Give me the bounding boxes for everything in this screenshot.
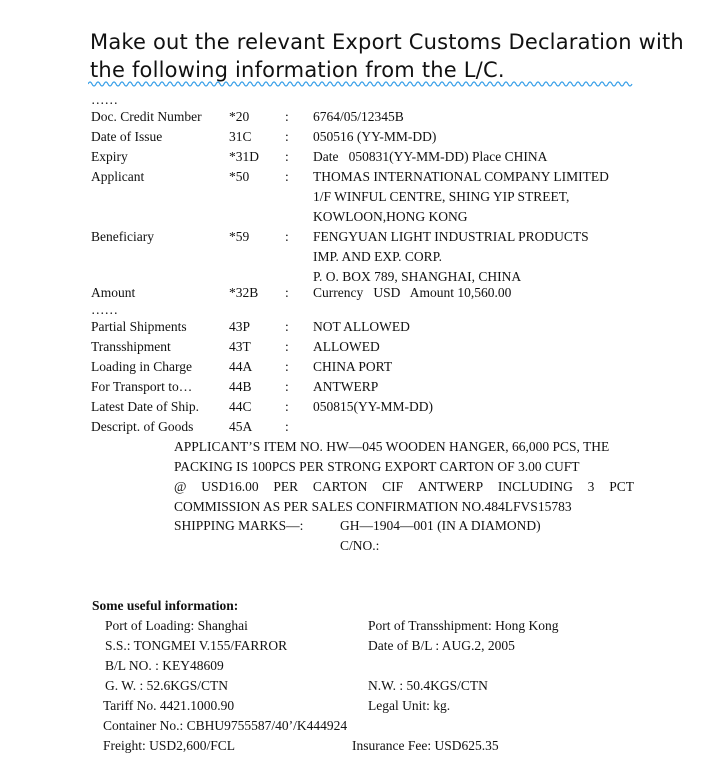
loading-colon: :: [285, 359, 289, 374]
transship-colon: :: [285, 339, 289, 354]
goods-word: PER: [273, 479, 299, 494]
freight: Freight: USD2,600/FCL: [103, 738, 236, 753]
ellipsis-mid: ……: [91, 302, 118, 317]
date-issue-tag: 31C: [229, 129, 252, 144]
carton-number: C/NO.:: [340, 538, 380, 553]
doc-credit-label: Doc. Credit Number: [91, 109, 202, 124]
loading-tag: 44A: [229, 359, 253, 374]
date-issue-value: 050516 (YY-MM-DD): [313, 129, 437, 144]
amount-label: Amount: [91, 285, 136, 300]
port-transship: Port of Transshipment: Hong Kong: [368, 618, 559, 633]
loading-value: CHINA PORT: [313, 359, 393, 374]
expiry-tag: *31D: [229, 149, 259, 164]
goods-tag: 45A: [229, 419, 253, 434]
partial-colon: :: [285, 319, 289, 334]
date-issue-colon: :: [285, 129, 289, 144]
applicant-tag: *50: [229, 169, 250, 184]
beneficiary-label: Beneficiary: [91, 229, 154, 244]
amount-value: Currency USD Amount 10,560.00: [313, 285, 512, 300]
partial-tag: 43P: [229, 319, 251, 334]
goods-word: PCT: [609, 479, 634, 494]
partial-value: NOT ALLOWED: [313, 319, 410, 334]
doc-credit-colon: :: [285, 109, 289, 124]
latest-tag: 44C: [229, 399, 252, 414]
beneficiary-tag: *59: [229, 229, 250, 244]
transship-tag: 43T: [229, 339, 251, 354]
transship-value: ALLOWED: [313, 339, 380, 354]
applicant-line-2: 1/F WINFUL CENTRE, SHING YIP STREET,: [313, 189, 570, 204]
gross-weight: G. W. : 52.6KGS/CTN: [105, 678, 229, 693]
goods-desc-line-2: PACKING IS 100PCS PER STRONG EXPORT CARTON OF 3.00 CUFT: [174, 459, 580, 474]
goods-word: CIF: [382, 479, 404, 494]
transport-value: ANTWERP: [313, 379, 379, 394]
transship-label: Transshipment: [91, 339, 171, 354]
wavy-underline: [88, 80, 634, 88]
transport-label: For Transport to…: [91, 379, 193, 394]
beneficiary-colon: :: [285, 229, 289, 244]
goods-word: @: [174, 479, 187, 494]
beneficiary-line-2: IMP. AND EXP. CORP.: [313, 249, 443, 264]
applicant-line-1: THOMAS INTERNATIONAL COMPANY LIMITED: [313, 169, 609, 184]
goods-desc-line-1: APPLICANT’S ITEM NO. HW—045 WOODEN HANGER, 66,000 PCS, THE: [174, 439, 610, 454]
transport-tag: 44B: [229, 379, 252, 394]
goods-word: CARTON: [312, 479, 368, 494]
partial-label: Partial Shipments: [91, 319, 187, 334]
applicant-label: Applicant: [91, 169, 145, 184]
beneficiary-line-1: FENGYUAN LIGHT INDUSTRIAL PRODUCTS: [313, 229, 589, 244]
goods-desc-line-3: [174, 479, 634, 495]
latest-label: Latest Date of Ship.: [91, 399, 199, 414]
net-weight: N.W. : 50.4KGS/CTN: [368, 678, 488, 693]
insurance-fee: Insurance Fee: USD625.35: [352, 738, 499, 753]
bl-number: B/L NO. : KEY48609: [105, 658, 224, 673]
beneficiary-line-3: P. O. BOX 789, SHANGHAI, CHINA: [313, 269, 522, 284]
amount-colon: :: [285, 285, 289, 300]
shipping-marks-value: GH—1904—001 (IN A DIAMOND): [340, 518, 541, 533]
applicant-line-3: KOWLOON,HONG KONG: [313, 209, 468, 224]
heading-line-1: Make out the relevant Export Customs Declaration with: [90, 30, 684, 54]
tariff-number: Tariff No. 4421.1000.90: [103, 698, 235, 713]
doc-credit-tag: *20: [229, 109, 250, 124]
expiry-colon: :: [285, 149, 289, 164]
transport-colon: :: [285, 379, 289, 394]
goods-word: 3: [587, 479, 595, 494]
expiry-value: Date 050831(YY-MM-DD) Place CHINA: [313, 149, 548, 164]
port-loading: Port of Loading: Shanghai: [105, 618, 248, 633]
useful-heading: Some useful information:: [92, 598, 239, 613]
vessel: S.S.: TONGMEI V.155/FARROR: [105, 638, 288, 653]
shipping-marks-label: SHIPPING MARKS—:: [174, 518, 304, 533]
latest-colon: :: [285, 399, 289, 414]
goods-colon: :: [285, 419, 289, 434]
heading-line-2: the following information from the L/C.: [90, 58, 505, 82]
expiry-label: Expiry: [91, 149, 128, 164]
goods-word: INCLUDING: [497, 479, 573, 494]
container-number: Container No.: CBHU9755587/40’/K444924: [103, 718, 348, 733]
loading-label: Loading in Charge: [91, 359, 192, 374]
goods-word: ANTWERP: [417, 479, 484, 494]
goods-desc-line-4: COMMISSION AS PER SALES CONFIRMATION NO.484LFVS15783: [174, 499, 572, 514]
doc-credit-value: 6764/05/12345B: [313, 109, 404, 124]
goods-word: USD16.00: [201, 479, 259, 494]
applicant-colon: :: [285, 169, 289, 184]
amount-tag: *32B: [229, 285, 259, 300]
goods-label: Descript. of Goods: [91, 419, 194, 434]
date-issue-label: Date of Issue: [91, 129, 163, 144]
bl-date: Date of B/L : AUG.2, 2005: [368, 638, 515, 653]
legal-unit: Legal Unit: kg.: [368, 698, 451, 713]
latest-value: 050815(YY-MM-DD): [313, 399, 433, 414]
ellipsis-top: ……: [91, 92, 118, 107]
